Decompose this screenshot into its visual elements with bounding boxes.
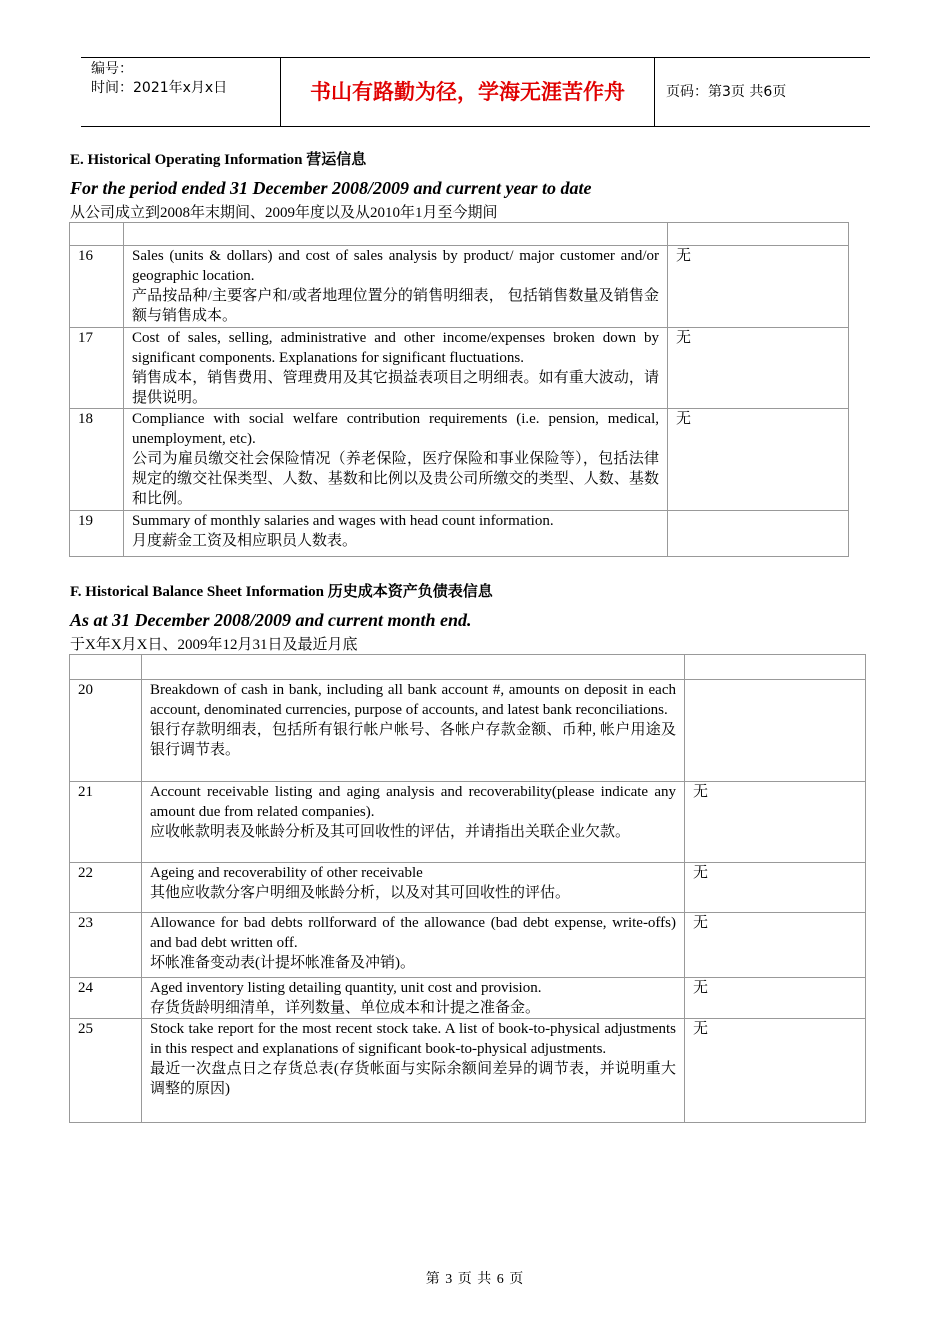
item-description-cn: 银行存款明细表，包括所有银行帐户帐号、各帐户存款金额、币种, 帐户用途及银行调节表。	[150, 722, 676, 758]
item-description-en: Compliance with social welfare contribution requirements (i.e. pension, medical, unemployment, etc).	[132, 411, 659, 447]
item-number: 23	[70, 913, 142, 978]
item-description	[124, 409, 668, 511]
item-description	[142, 680, 685, 782]
item-status: 无	[668, 409, 849, 511]
item-description-en: Allowance for bad debts rollforward of the allowance (bad debt expense, write-offs) and bad debt written off.	[150, 915, 676, 951]
item-status: 无	[685, 782, 866, 863]
page-header	[81, 57, 870, 127]
table-header-row	[70, 655, 866, 680]
item-status: 无	[685, 913, 866, 978]
table-row	[70, 863, 866, 913]
table-row	[70, 1019, 866, 1123]
section-f-period: As at 31 December 2008/2009 and current month end.	[70, 610, 472, 630]
table-header-row	[70, 223, 849, 246]
item-status: 无	[668, 246, 849, 328]
table-row	[70, 511, 849, 557]
item-number: 16	[70, 246, 124, 328]
item-description	[142, 978, 685, 1019]
item-description-en: Stock take report for the most recent stock take. A list of book-to-physical adjustments in this respect and explanations of significant book-to-physical adjustments.	[150, 1021, 676, 1057]
item-description	[124, 328, 668, 409]
item-description-en: Breakdown of cash in bank, including all bank account #, amounts on deposit in each account, denominated currencies, purpose of accounts, and latest bank reconciliations.	[150, 682, 676, 718]
item-description-en: Summary of monthly salaries and wages with head count information.	[132, 513, 554, 529]
table-row	[70, 246, 849, 328]
item-description-en: Aged inventory listing detailing quantity, unit cost and provision.	[150, 980, 542, 996]
item-status	[668, 511, 849, 557]
item-description-en: Account receivable listing and aging analysis and recoverability(please indicate any amount due from related companies).	[150, 784, 676, 820]
table-row	[70, 328, 849, 409]
item-status	[685, 680, 866, 782]
page-footer: 第 3 页 共 6 页	[425, 1272, 525, 1287]
item-description-en: Sales (units & dollars) and cost of sales analysis by product/ major customer and/or geographic location.	[132, 248, 659, 284]
item-description-cn: 月度薪金工资及相应职员人数表。	[132, 533, 358, 549]
section-f-period-cn: 于X年X月X日、2009年12月31日及最近月底	[70, 637, 358, 653]
item-status: 无	[685, 978, 866, 1019]
table-row	[70, 978, 866, 1019]
item-description	[142, 863, 685, 913]
document-time-label: 时间：2021年x月x日	[91, 80, 228, 96]
header-meta	[91, 60, 227, 98]
item-description	[142, 1019, 685, 1123]
section-e-table	[69, 222, 849, 557]
item-number: 18	[70, 409, 124, 511]
header-motto: 书山有路勤为径，学海无涯苦作舟	[310, 80, 625, 104]
header-page-code: 页码：第3页 共6页	[666, 84, 787, 100]
table-row	[70, 782, 866, 863]
table-row	[70, 409, 849, 511]
item-number: 22	[70, 863, 142, 913]
item-description-cn: 最近一次盘点日之存货总表(存货帐面与实际余额间差异的调节表，并说明重大调整的原因)	[150, 1061, 676, 1097]
item-number: 17	[70, 328, 124, 409]
header-divider	[654, 58, 655, 126]
section-e-heading: E. Historical Operating Information 营运信息	[70, 152, 367, 168]
document-number-label: 编号：	[91, 61, 133, 77]
section-e-period-cn: 从公司成立到2008年末期间、2009年度以及从2010年1月至今期间	[70, 205, 498, 221]
item-number: 21	[70, 782, 142, 863]
item-description-en: Ageing and recoverability of other receivable	[150, 865, 423, 881]
item-description-cn: 销售成本，销售费用、管理费用及其它损益表项目之明细表。如有重大波动，请提供说明。	[132, 370, 659, 406]
item-description-cn: 产品按品种/主要客户和/或者地理位置分的销售明细表， 包括销售数量及销售金额与销售成本。	[132, 288, 659, 324]
item-description	[124, 511, 668, 557]
item-description	[124, 246, 668, 328]
section-e-period: For the period ended 31 December 2008/2009 and current year to date	[70, 178, 592, 198]
item-status: 无	[685, 1019, 866, 1123]
item-description-cn: 其他应收款分客户明细及帐龄分析，以及对其可回收性的评估。	[150, 885, 571, 901]
table-row	[70, 680, 866, 782]
section-f-table	[69, 654, 866, 1123]
table-row	[70, 913, 866, 978]
item-status: 无	[668, 328, 849, 409]
section-f-heading: F. Historical Balance Sheet Information 历史成本资产负债表信息	[70, 584, 493, 600]
item-number: 24	[70, 978, 142, 1019]
item-number: 19	[70, 511, 124, 557]
item-description-cn: 坏帐准备变动表(计提坏帐准备及冲销)。	[150, 955, 415, 971]
item-number: 20	[70, 680, 142, 782]
item-description-en: Cost of sales, selling, administrative and other income/expenses broken down by significant components. Explanations for significant fluctuations.	[132, 330, 659, 366]
item-status: 无	[685, 863, 866, 913]
item-description-cn: 应收帐款明表及帐龄分析及其可回收性的评估，并请指出关联企业欠款。	[150, 824, 631, 840]
item-description	[142, 782, 685, 863]
item-description-cn: 存货货龄明细清单，详列数量、单位成本和计提之准备金。	[150, 1000, 541, 1016]
item-description-cn: 公司为雇员缴交社会保险情况（养老保险，医疗保险和事业保险等），包括法律规定的缴交社保类型、人数、基数和比例以及贵公司所缴交的类型、人数、基数和比例。	[132, 451, 659, 507]
item-number: 25	[70, 1019, 142, 1123]
item-description	[142, 913, 685, 978]
